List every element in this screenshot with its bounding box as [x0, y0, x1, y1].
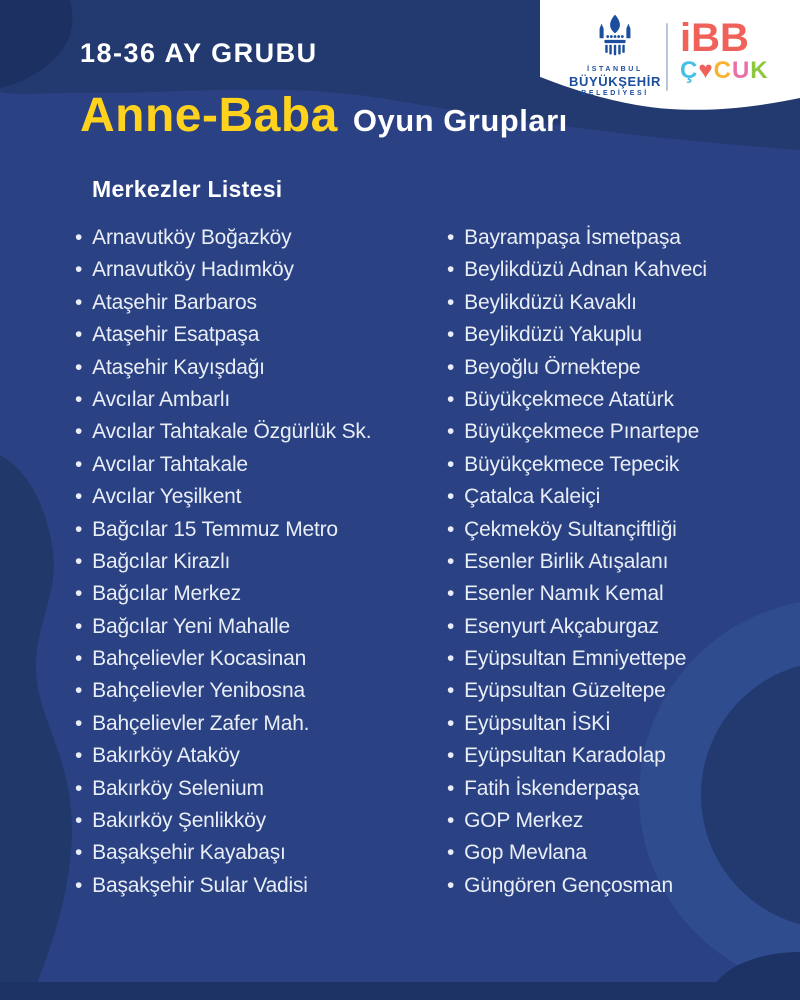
list-item — [447, 287, 707, 319]
list-item — [75, 222, 371, 254]
list-item — [447, 740, 707, 772]
bullet-icon: • — [447, 290, 455, 314]
center-name: Bahçelievler Yenibosna — [92, 679, 305, 703]
center-name: Avcılar Tahtakale Özgürlük Sk. — [92, 420, 372, 444]
center-name: Bağcılar Kirazlı — [92, 549, 231, 573]
center-name: Ataşehir Barbaros — [92, 290, 257, 314]
list-item — [447, 578, 707, 610]
logo-corner — [540, 0, 800, 130]
list-item — [75, 319, 371, 351]
bullet-icon: • — [447, 355, 455, 379]
bullet-icon: • — [447, 873, 455, 897]
list-item — [447, 837, 707, 869]
center-name: Avcılar Yeşilkent — [92, 485, 242, 509]
bullet-icon: • — [75, 647, 83, 671]
center-name: Çatalca Kaleiçi — [464, 485, 601, 509]
bullet-icon: • — [75, 226, 83, 249]
list-item — [75, 352, 371, 384]
bullet-icon: • — [75, 420, 83, 444]
bullet-icon: • — [75, 355, 83, 379]
bullet-icon: • — [447, 258, 455, 282]
center-name: Arnavutköy Hadımköy — [92, 258, 294, 282]
center-name: Bakırköy Ataköy — [92, 744, 240, 768]
bullet-icon: • — [75, 258, 83, 282]
list-item — [75, 449, 371, 481]
list-item — [447, 352, 707, 384]
logo-org-line2: BÜYÜKŞEHİR — [569, 74, 661, 89]
left-edge-blob-shape — [0, 455, 72, 1000]
letter-c-cedilla: Ç — [680, 57, 699, 84]
heart-icon: ♥ — [698, 57, 714, 84]
center-name: Beylikdüzü Kavaklı — [464, 290, 637, 314]
center-name: Beylikdüzü Yakuplu — [464, 323, 642, 347]
center-name: Bağcılar Yeni Mahalle — [92, 614, 290, 638]
bullet-icon: • — [447, 452, 455, 476]
bullet-icon: • — [75, 517, 83, 541]
center-name: Fatih İskenderpaşa — [464, 776, 640, 800]
bullet-icon: • — [75, 323, 83, 347]
bullet-icon: • — [75, 809, 83, 833]
bullet-icon: • — [447, 226, 455, 249]
list-item — [447, 611, 707, 643]
center-name: Eyüpsultan Karadolap — [464, 744, 666, 768]
list-item — [75, 740, 371, 772]
bullet-icon: • — [447, 744, 455, 768]
bullet-icon: • — [75, 679, 83, 703]
ibb-cocuk-logo — [680, 18, 790, 84]
bullet-icon: • — [447, 809, 455, 833]
center-name: Bakırköy Selenium — [92, 776, 264, 800]
center-name: Esenler Namık Kemal — [464, 582, 664, 606]
center-name: Beylikdüzü Adnan Kahveci — [464, 258, 707, 282]
age-group-title: 18-36 AY GRUBU — [80, 38, 318, 68]
center-name: Bahçelievler Zafer Mah. — [92, 711, 310, 735]
bullet-icon: • — [447, 549, 455, 573]
center-name: GOP Merkez — [464, 809, 584, 833]
bullet-icon: • — [447, 323, 455, 347]
bullet-icon: • — [447, 387, 455, 411]
ibb-municipality-logo — [570, 13, 660, 97]
letter-c: C — [713, 57, 732, 84]
center-name: Büyükçekmece Pınartepe — [464, 420, 700, 444]
logo-org-line1: İSTANBUL — [587, 66, 643, 73]
bullet-icon: • — [75, 744, 83, 768]
list-item — [447, 416, 707, 448]
cocuk-brand-text — [680, 58, 790, 84]
bullet-icon: • — [447, 614, 455, 638]
centers-list-left — [75, 222, 371, 902]
list-item — [75, 643, 371, 675]
bullet-icon: • — [447, 420, 455, 444]
center-name: Büyükçekmece Tepecik — [464, 452, 680, 476]
bullet-icon: • — [447, 841, 455, 865]
ibb-brand-text: iBB — [680, 16, 749, 60]
center-name: Avcılar Ambarlı — [92, 387, 230, 411]
list-item — [75, 708, 371, 740]
list-heading: Merkezler Listesi — [92, 176, 283, 202]
bullet-icon: • — [75, 873, 83, 897]
center-name: Başakşehir Kayabaşı — [92, 841, 286, 865]
list-item — [75, 254, 371, 286]
center-name: Esenler Birlik Atışalanı — [464, 549, 669, 573]
bullet-icon: • — [447, 517, 455, 541]
bullet-icon: • — [75, 290, 83, 314]
list-item — [447, 773, 707, 805]
center-name: Başakşehir Sular Vadisi — [92, 873, 308, 897]
center-name: Bayrampaşa İsmetpaşa — [464, 226, 681, 249]
list-item — [447, 254, 707, 286]
list-item — [75, 384, 371, 416]
center-name: Gop Mevlana — [464, 841, 587, 865]
center-name: Bağcılar 15 Temmuz Metro — [92, 517, 338, 541]
bottom-right-blob-shape — [710, 952, 800, 1000]
list-item — [75, 514, 371, 546]
list-item — [75, 287, 371, 319]
bullet-icon: • — [447, 711, 455, 735]
bullet-icon: • — [447, 582, 455, 606]
bullet-icon: • — [75, 549, 83, 573]
list-item — [75, 837, 371, 869]
list-item — [75, 773, 371, 805]
page-title-rest: Oyun Grupları — [352, 103, 568, 138]
center-name: Güngören Gençosman — [464, 873, 674, 897]
center-name: Esenyurt Akçaburgaz — [464, 614, 659, 638]
center-name: Çekmeköy Sultançiftliği — [464, 517, 677, 541]
logo-divider — [666, 23, 668, 91]
center-name: Eyüpsultan İSKİ — [464, 711, 611, 735]
bullet-icon: • — [75, 841, 83, 865]
center-name: Bahçelievler Kocasinan — [92, 647, 307, 671]
list-item — [75, 870, 371, 902]
center-name: Ataşehir Kayışdağı — [92, 355, 265, 379]
letter-u: U — [731, 57, 751, 84]
bullet-icon: • — [447, 647, 455, 671]
list-item — [447, 449, 707, 481]
bullet-icon: • — [75, 485, 83, 509]
list-item — [75, 805, 371, 837]
bullet-icon: • — [75, 387, 83, 411]
center-name: Eyüpsultan Güzeltepe — [464, 679, 666, 703]
list-item — [75, 546, 371, 578]
list-item — [447, 708, 707, 740]
logo-org-line3: BELEDİYESİ — [581, 90, 649, 97]
list-item — [75, 416, 371, 448]
bullet-icon: • — [75, 452, 83, 476]
bullet-icon: • — [75, 614, 83, 638]
center-name: Beyoğlu Örnektepe — [464, 355, 641, 379]
list-item — [447, 319, 707, 351]
bullet-icon: • — [447, 679, 455, 703]
list-item — [447, 481, 707, 513]
center-name: Ataşehir Esatpaşa — [92, 323, 260, 347]
list-item — [75, 611, 371, 643]
bullet-icon: • — [75, 711, 83, 735]
letter-k: K — [750, 57, 769, 84]
center-name: Büyükçekmece Atatürk — [464, 387, 674, 411]
centers-list-right — [447, 222, 707, 902]
list-item — [447, 805, 707, 837]
list-item — [75, 578, 371, 610]
list-item — [447, 514, 707, 546]
list-item — [447, 222, 707, 254]
bullet-icon: • — [75, 582, 83, 606]
bullet-icon: • — [447, 485, 455, 509]
center-name: Avcılar Tahtakale — [92, 452, 248, 476]
center-name: Arnavutköy Boğazköy — [92, 226, 292, 249]
list-item — [75, 675, 371, 707]
list-item — [447, 870, 707, 902]
list-item — [447, 675, 707, 707]
list-item — [75, 481, 371, 513]
center-name: Bağcılar Merkez — [92, 582, 241, 606]
bullet-icon: • — [447, 776, 455, 800]
list-item — [447, 546, 707, 578]
page-title — [80, 88, 568, 143]
list-item — [447, 384, 707, 416]
page-title-highlight: Anne-Baba — [80, 89, 338, 142]
center-name: Eyüpsultan Emniyettepe — [464, 647, 687, 671]
bottom-strip-shape — [0, 982, 800, 1000]
center-name: Bakırköy Şenlikköy — [92, 809, 266, 833]
list-item — [447, 643, 707, 675]
bullet-icon: • — [75, 776, 83, 800]
ibb-emblem-icon — [589, 13, 641, 65]
